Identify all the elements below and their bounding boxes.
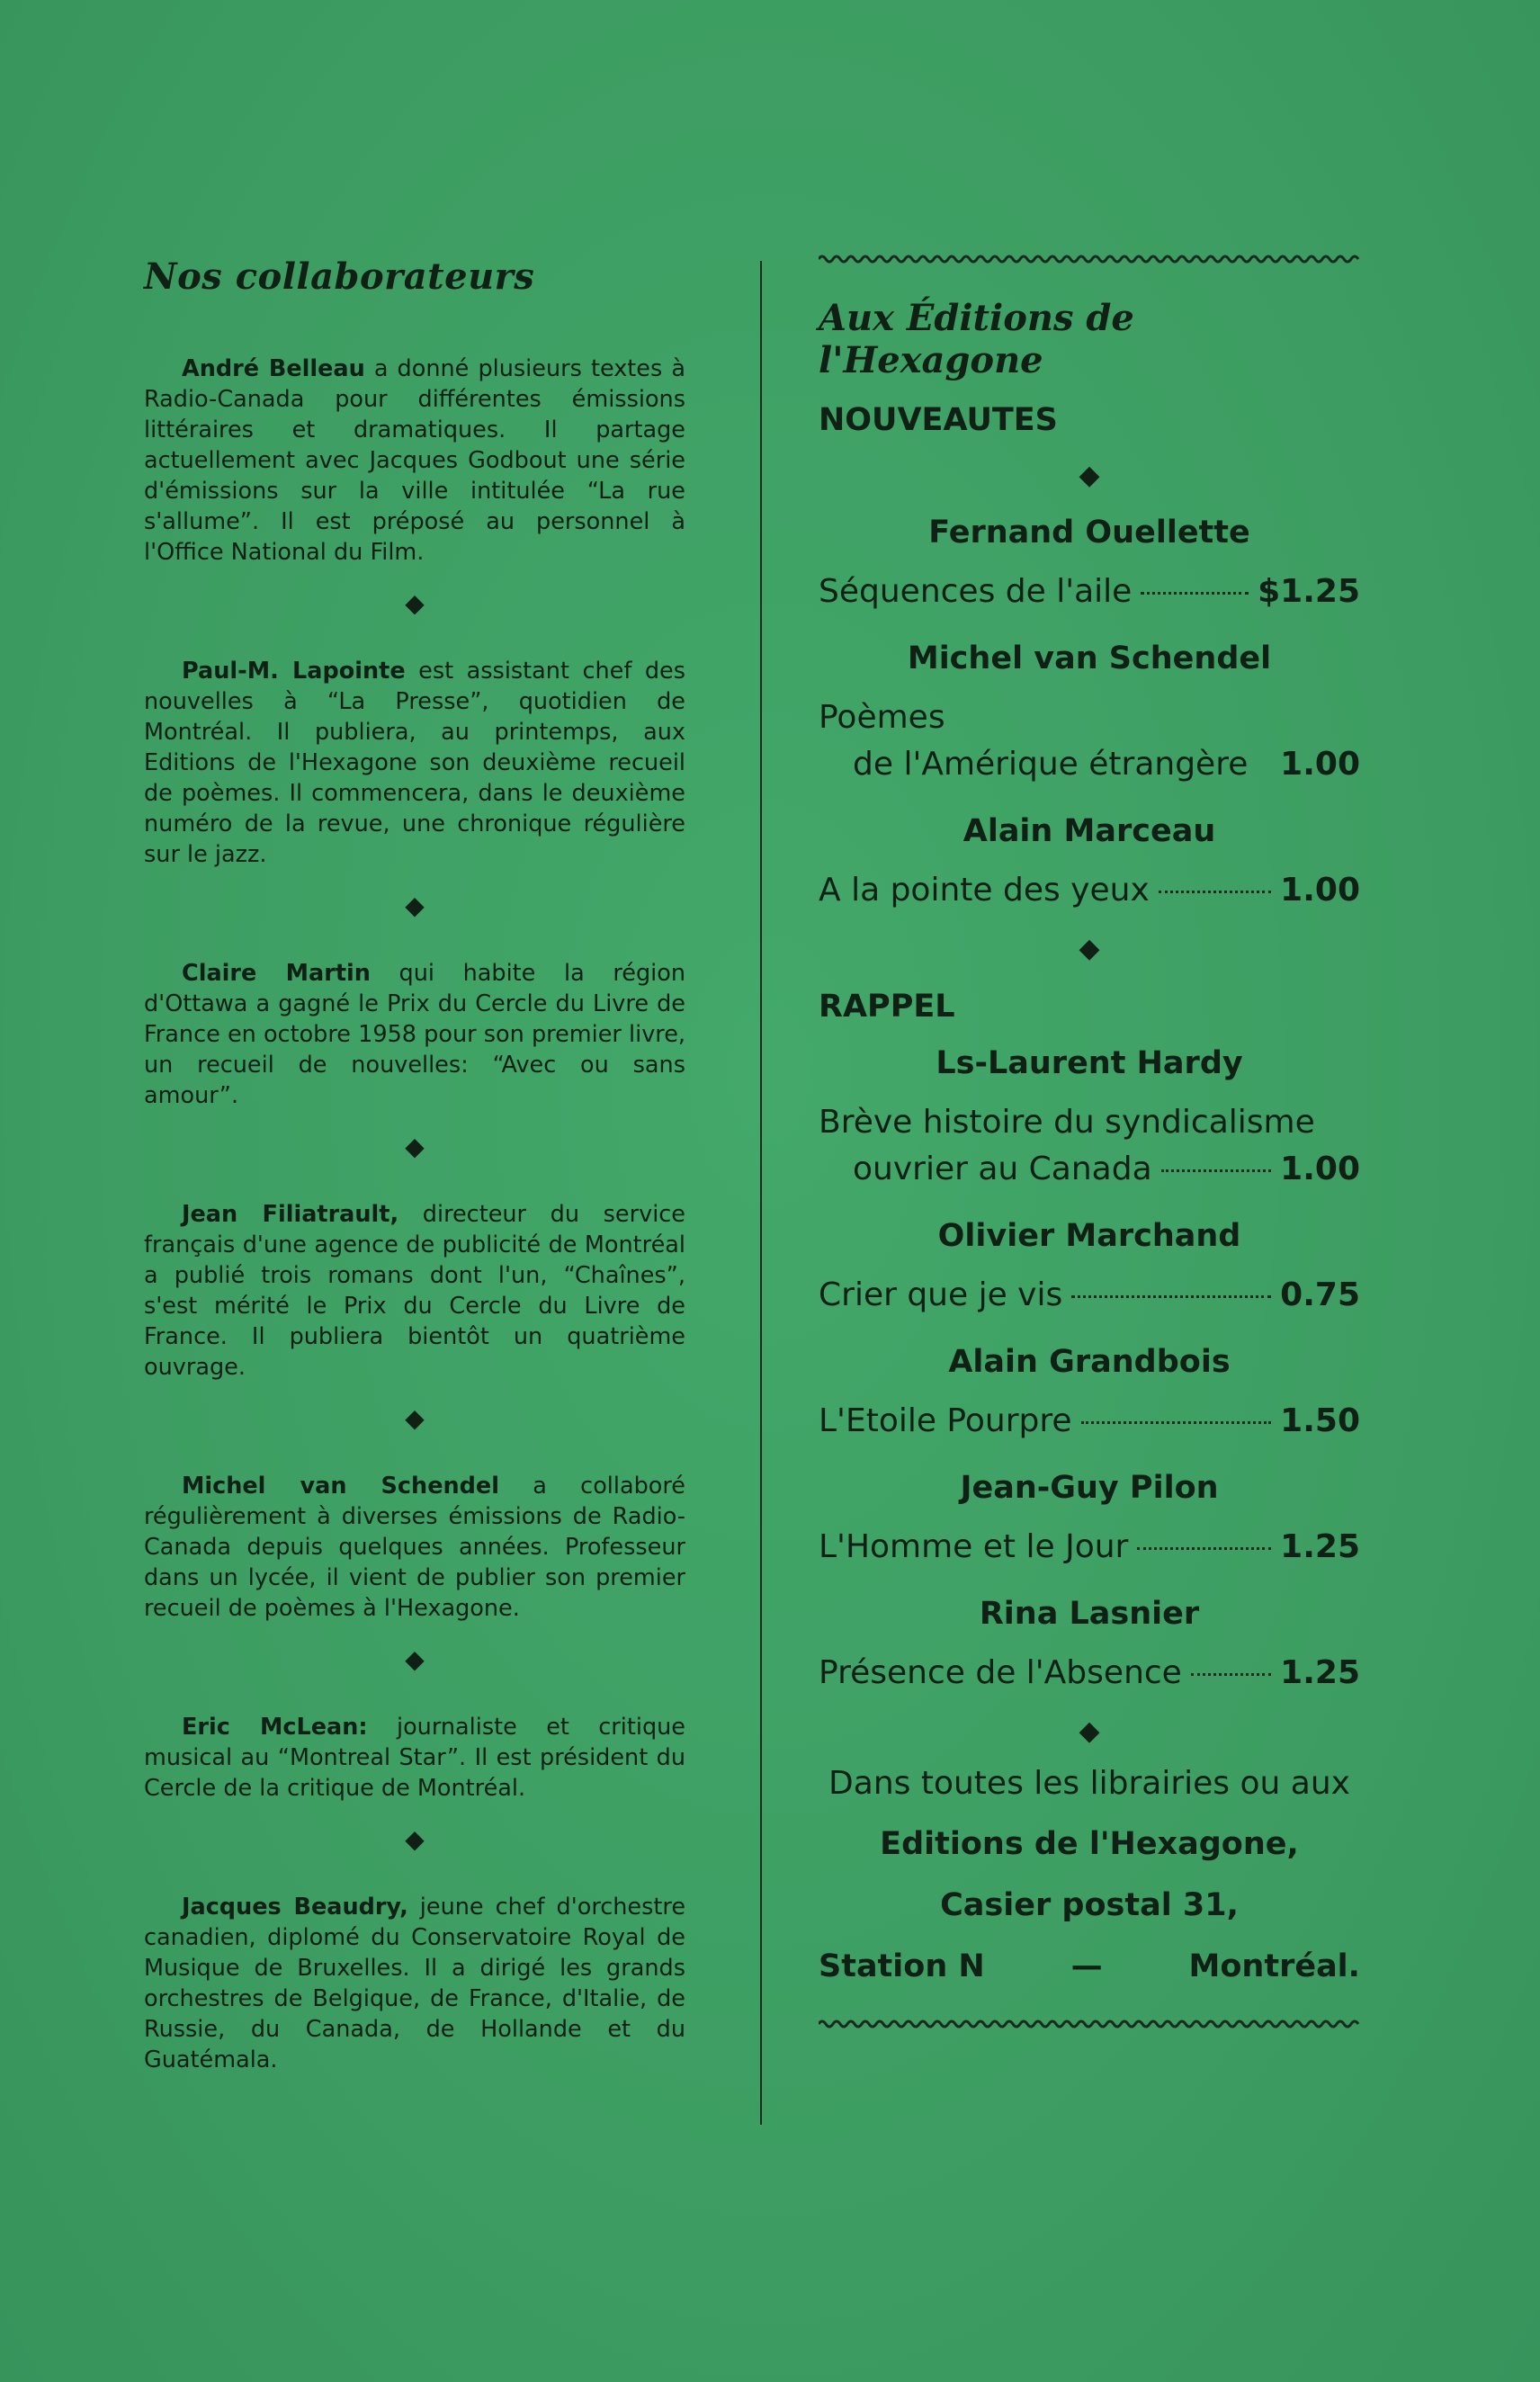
book-entry [819,1524,1360,1571]
book-author: Rina Lasnier [979,1596,1200,1632]
bio-text: directeur du service français d'une agence de publicité de Montréal a publié trois romans dont l'un, “Chaînes”, s'est mérité le Prix du Cercle du Livre de France. Il publiera bientôt un quatrième ouvrage. [144,1201,685,1381]
book-title: Séquences de l'aile [819,573,1133,610]
diamond-separator: ◆ [405,1824,425,1854]
dot-leader [1137,1547,1271,1550]
dot-leader [1141,592,1249,595]
book-price: $1.25 [1258,573,1360,610]
bio-name: Jean Filiatrault, [182,1201,399,1228]
footer-address [819,1936,1360,1997]
book-price: 1.00 [1280,1151,1360,1187]
footer-publisher: Editions de l'Hexagone, [880,1826,1299,1862]
book-title: L'Homme et le Jour [819,1528,1129,1565]
contributors-heading: Nos collaborateurs [144,255,535,298]
book-title-line2: ouvrier au Canada [853,1151,1152,1187]
dot-leader [1191,1673,1271,1676]
book-author: Jean-Guy Pilon [960,1470,1219,1506]
book-title: Brève histoire du syndicalisme [819,1104,1315,1141]
dot-leader [1161,1169,1272,1172]
book-entry [819,1272,1360,1319]
dot-leader [1081,1421,1272,1424]
diamond-separator: ◆ [405,588,425,618]
bio-text: journaliste et critique musical au “Montreal Star”. Il est président du Cercle de la critique de Montréal. [144,1714,685,1802]
footer-availability: Dans toutes les librairies ou aux [828,1765,1350,1802]
book-price: 1.00 [1280,746,1360,783]
bio-paragraph [144,1199,685,1383]
wavy-rule-top [819,252,1360,266]
book-price: 1.25 [1280,1654,1360,1691]
book-title: Crier que je vis [819,1276,1063,1313]
column-divider [760,261,762,2125]
catalogue-heading: Aux Éditions de l'Hexagone [819,297,1134,381]
book-entry [819,1650,1360,1697]
footer-station: Station N [819,1948,985,1984]
diamond-separator: ◆ [1079,1715,1100,1747]
bio-name: Claire Martin [182,960,371,987]
book-title-line2: de l'Amérique étrangère [853,746,1249,783]
book-author: Michel van Schendel [907,640,1272,676]
footer-dash: — [1070,1948,1103,1984]
book-author: Alain Marceau [962,813,1216,849]
footer-postal-box: Casier postal 31, [940,1887,1239,1923]
diamond-separator: ◆ [1079,933,1100,964]
bio-text: qui habite la région d'Ottawa a gagné le Prix du Cercle du Livre de France en octobre 1958 pour son premier livre, un recueil de nouvelles: “Avec ou sans amour”. [144,960,685,1109]
bio-text: est assistant chef des nouvelles à “La Presse”, quotidien de Montréal. Il publiera, au printemps, aux Editions de l'Hexagone son deuxième recueil de poèmes. Il commencera, dans le deuxième numéro de la revue, une chronique régulière sur le jazz. [144,658,685,868]
bio-name: Michel van Schendel [182,1473,499,1500]
diamond-separator: ◆ [1079,460,1100,491]
bio-name: André Belleau [182,355,365,382]
book-author: Olivier Marchand [937,1218,1241,1254]
book-author: Fernand Ouellette [928,515,1250,551]
bio-name: Paul-M. Lapointe [182,658,406,685]
bio-name: Eric McLean: [182,1714,368,1741]
book-entry [819,1099,1360,1193]
diamond-separator: ◆ [405,891,425,920]
book-entry [819,569,1360,615]
bio-paragraph [144,1471,685,1624]
bio-paragraph [144,958,685,1111]
bio-text: a donné plusieurs textes à Radio-Canada pour différentes émissions littéraires et dramatiques. Il partage actuellement avec Jacques Godbout une série d'émissions sur la ville intitulée “La rue s'allume”. Il est préposé au personnel à l'Office National du Film. [144,355,685,566]
contributors-column [144,255,685,2075]
book-entry [819,694,1360,788]
book-author: Ls-Laurent Hardy [936,1045,1243,1081]
book-price: 0.75 [1280,1276,1360,1313]
bio-paragraph [144,354,685,568]
bio-paragraph [144,1712,685,1804]
bio-text: a collaboré régulièrement à diverses émissions de Radio-Canada depuis quelques années. Professeur dans un lycée, il vient de publier son premier recueil de poèmes à l'Hexagone. [144,1473,685,1622]
wavy-rule-bottom [819,2017,1360,2031]
book-title-line2-row [819,1146,1360,1193]
bio-paragraph [144,656,685,870]
bio-name: Jacques Beaudry, [182,1894,408,1921]
section-new-label: NOUVEAUTES [819,402,1058,438]
book-title: Poèmes [819,699,945,736]
book-title-line2-row [819,741,1360,788]
diamond-separator: ◆ [405,1403,425,1433]
diamond-separator: ◆ [405,1644,425,1674]
book-author: Alain Grandbois [948,1344,1231,1380]
diamond-separator: ◆ [405,1132,425,1161]
section-recall-label: RAPPEL [819,989,955,1025]
bio-paragraph [144,1892,685,2075]
book-price: 1.50 [1280,1402,1360,1439]
book-title: L'Etoile Pourpre [819,1402,1072,1439]
book-entry [819,867,1360,914]
footer-city: Montréal. [1188,1948,1360,1984]
book-price: 1.00 [1280,872,1360,909]
dot-leader [1071,1295,1271,1298]
book-price: 1.25 [1280,1528,1360,1565]
book-title: Présence de l'Absence [819,1654,1182,1691]
book-entry [819,1398,1360,1445]
catalogue-column [819,252,1360,2031]
book-title: A la pointe des yeux [819,872,1150,909]
bio-text: jeune chef d'orchestre canadien, diplomé du Conservatoire Royal de Musique de Bruxelles. Il a dirigé les grands orchestres de Belgique, de France, d'Italie, de Russie, du Canada, de Hollande et du Guatémala. [144,1894,686,2073]
dot-leader [1159,891,1271,893]
